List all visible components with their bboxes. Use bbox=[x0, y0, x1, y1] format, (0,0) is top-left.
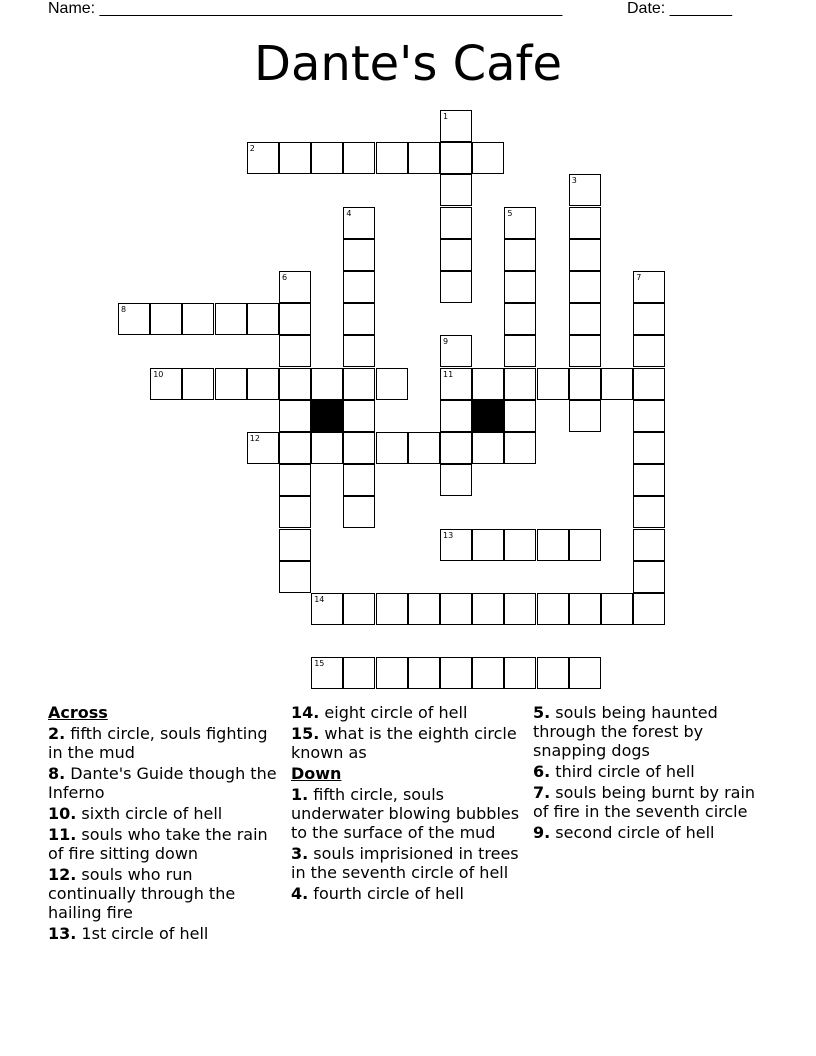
clue-number-label: 10. bbox=[48, 804, 77, 823]
grid-cell[interactable] bbox=[279, 335, 311, 367]
across-clue bbox=[48, 764, 280, 802]
clue-number-label: 11. bbox=[48, 825, 77, 844]
across-clue bbox=[291, 724, 527, 762]
grid-cell[interactable] bbox=[376, 432, 408, 464]
grid-cell[interactable] bbox=[343, 368, 375, 400]
down-clue bbox=[533, 703, 773, 760]
clue-text: souls imprisioned in trees in the seventh circle of hell bbox=[291, 844, 519, 882]
grid-cell[interactable] bbox=[247, 142, 279, 174]
across-heading: Across bbox=[48, 703, 108, 722]
grid-cell[interactable] bbox=[311, 657, 343, 689]
grid-cell[interactable] bbox=[633, 432, 665, 464]
across-clue bbox=[48, 865, 280, 922]
page-title: Dante's Cafe bbox=[254, 36, 562, 92]
down-clue bbox=[291, 884, 527, 903]
clue-number-label: 9. bbox=[533, 823, 551, 842]
clue-text: second circle of hell bbox=[550, 823, 715, 842]
grid-cell[interactable] bbox=[472, 593, 504, 625]
grid-cell[interactable] bbox=[633, 593, 665, 625]
down-clue-list-cont bbox=[533, 703, 773, 842]
clue-number: 15 bbox=[314, 659, 325, 669]
clue-number-label: 3. bbox=[291, 844, 309, 863]
clue-number: 11 bbox=[443, 369, 454, 379]
grid-cell[interactable] bbox=[279, 464, 311, 496]
clue-number-label: 13. bbox=[48, 924, 77, 943]
clue-text: fifth circle, souls underwater blowing bubbles to the surface of the mud bbox=[291, 785, 520, 842]
clue-number-label: 6. bbox=[533, 762, 551, 781]
name-field-label: Name: ____________________________________________________ bbox=[48, 0, 563, 17]
grid-cell[interactable] bbox=[311, 432, 343, 464]
clues-column-1 bbox=[48, 703, 280, 945]
grid-cell[interactable] bbox=[633, 271, 665, 303]
grid-cell[interactable] bbox=[504, 529, 536, 561]
clue-number-label: 2. bbox=[48, 724, 66, 743]
grid-cell[interactable] bbox=[504, 432, 536, 464]
grid-cell[interactable] bbox=[569, 593, 601, 625]
clue-number-label: 12. bbox=[48, 865, 77, 884]
grid-cell[interactable] bbox=[440, 174, 472, 206]
grid-cell[interactable] bbox=[504, 335, 536, 367]
grid-cell[interactable] bbox=[472, 368, 504, 400]
grid-cell[interactable] bbox=[215, 303, 247, 335]
clue-number: 3 bbox=[571, 176, 577, 186]
clues-column-3 bbox=[533, 703, 773, 844]
clue-text: 1st circle of hell bbox=[76, 924, 209, 943]
grid-cell[interactable] bbox=[311, 142, 343, 174]
grid-cell[interactable] bbox=[472, 529, 504, 561]
grid-cell[interactable] bbox=[247, 432, 279, 464]
clue-text: souls being burnt by rain of fire in the seventh circle bbox=[533, 783, 756, 821]
grid-cell[interactable] bbox=[601, 368, 633, 400]
grid-cell[interactable] bbox=[601, 593, 633, 625]
clue-text: eight circle of hell bbox=[319, 703, 468, 722]
grid-cell[interactable] bbox=[440, 529, 472, 561]
clue-number: 1 bbox=[443, 112, 449, 121]
clue-number-label: 5. bbox=[533, 703, 551, 722]
grid-cell[interactable] bbox=[440, 657, 472, 689]
grid-cell[interactable] bbox=[440, 593, 472, 625]
grid-cell[interactable] bbox=[504, 593, 536, 625]
grid-cell[interactable] bbox=[182, 303, 214, 335]
grid-cell[interactable] bbox=[408, 657, 440, 689]
clue-text: Dante's Guide though the Inferno bbox=[48, 764, 277, 802]
across-clue-list bbox=[48, 724, 280, 943]
down-clue bbox=[291, 785, 527, 842]
grid-cell[interactable] bbox=[633, 529, 665, 561]
grid-cell[interactable] bbox=[504, 239, 536, 271]
grid-cell[interactable] bbox=[343, 593, 375, 625]
clue-text: souls being haunted through the forest by snapping dogs bbox=[533, 703, 718, 760]
grid-cell[interactable] bbox=[504, 271, 536, 303]
clue-number-label: 7. bbox=[533, 783, 551, 802]
grid-cell[interactable] bbox=[376, 368, 408, 400]
clue-number-label: 1. bbox=[291, 785, 309, 804]
across-clue bbox=[291, 703, 527, 722]
clue-number: 12 bbox=[249, 434, 260, 443]
grid-cell[interactable] bbox=[472, 142, 504, 174]
clue-number: 14 bbox=[314, 595, 325, 604]
grid-cell[interactable] bbox=[408, 432, 440, 464]
grid-cell[interactable] bbox=[247, 368, 279, 400]
clue-number: 4 bbox=[346, 208, 352, 218]
grid-cell[interactable] bbox=[343, 464, 375, 496]
grid-cell[interactable] bbox=[537, 657, 569, 689]
grid-cell[interactable] bbox=[440, 335, 472, 367]
clue-text: fourth circle of hell bbox=[308, 884, 464, 903]
grid-cell[interactable] bbox=[150, 303, 182, 335]
across-clue bbox=[48, 724, 280, 762]
grid-cell[interactable] bbox=[311, 368, 343, 400]
grid-cell[interactable] bbox=[569, 529, 601, 561]
grid-cell[interactable] bbox=[343, 142, 375, 174]
down-clue bbox=[291, 844, 527, 882]
clue-number: 10 bbox=[153, 369, 164, 379]
grid-cell[interactable] bbox=[376, 593, 408, 625]
clue-number-label: 15. bbox=[291, 724, 320, 743]
down-heading: Down bbox=[291, 764, 342, 783]
grid-cell[interactable] bbox=[343, 496, 375, 528]
grid-cell[interactable] bbox=[472, 657, 504, 689]
grid-cell[interactable] bbox=[279, 368, 311, 400]
clue-text: what is the eighth circle known as bbox=[291, 724, 517, 762]
clues-column-2 bbox=[291, 703, 527, 905]
grid-cell[interactable] bbox=[440, 239, 472, 271]
grid-cell[interactable] bbox=[343, 207, 375, 239]
grid-cell[interactable] bbox=[440, 464, 472, 496]
grid-cell[interactable] bbox=[569, 207, 601, 239]
grid-cell[interactable] bbox=[343, 400, 375, 432]
grid-cell[interactable] bbox=[569, 239, 601, 271]
grid-cell[interactable] bbox=[633, 496, 665, 528]
clue-text: souls who take the rain of fire sitting down bbox=[48, 825, 268, 863]
grid-cell[interactable] bbox=[150, 368, 182, 400]
grid-cell[interactable] bbox=[537, 593, 569, 625]
grid-cell[interactable] bbox=[343, 239, 375, 271]
grid-cell[interactable] bbox=[279, 400, 311, 432]
grid-cell[interactable] bbox=[343, 432, 375, 464]
grid-cell[interactable] bbox=[633, 368, 665, 400]
clue-text: sixth circle of hell bbox=[76, 804, 223, 823]
grid-cell[interactable] bbox=[633, 335, 665, 367]
across-clue bbox=[48, 825, 280, 863]
clue-number: 9 bbox=[443, 337, 449, 347]
grid-cell[interactable] bbox=[279, 496, 311, 528]
down-clue bbox=[533, 762, 773, 781]
clue-number-label: 4. bbox=[291, 884, 309, 903]
grid-cell[interactable] bbox=[440, 271, 472, 303]
down-clue bbox=[533, 783, 773, 821]
grid-cell[interactable] bbox=[343, 271, 375, 303]
grid-cell[interactable] bbox=[504, 207, 536, 239]
clue-text: fifth circle, souls fighting in the mud bbox=[48, 724, 268, 762]
grid-cell[interactable] bbox=[343, 303, 375, 335]
grid-cell[interactable] bbox=[311, 593, 343, 625]
grid-cell[interactable] bbox=[408, 593, 440, 625]
grid-cell[interactable] bbox=[215, 368, 247, 400]
grid-cell[interactable] bbox=[504, 303, 536, 335]
clue-number-label: 14. bbox=[291, 703, 320, 722]
grid-cell[interactable] bbox=[440, 207, 472, 239]
grid-cell[interactable] bbox=[440, 368, 472, 400]
grid-cell[interactable] bbox=[440, 400, 472, 432]
clue-number: 8 bbox=[121, 305, 127, 315]
across-clue bbox=[48, 804, 280, 823]
grid-cell[interactable] bbox=[633, 561, 665, 593]
grid-cell[interactable] bbox=[569, 335, 601, 367]
grid-cell[interactable] bbox=[504, 368, 536, 400]
grid-cell[interactable] bbox=[279, 529, 311, 561]
grid-cell[interactable] bbox=[279, 432, 311, 464]
grid-cell[interactable] bbox=[279, 271, 311, 303]
grid-cell[interactable] bbox=[279, 142, 311, 174]
grid-cell[interactable] bbox=[633, 464, 665, 496]
across-clue-list-cont bbox=[291, 703, 527, 762]
black-cell bbox=[472, 400, 504, 432]
grid-cell[interactable] bbox=[633, 400, 665, 432]
grid-cell[interactable] bbox=[279, 303, 311, 335]
clue-number: 13 bbox=[443, 530, 454, 540]
grid-cell[interactable] bbox=[569, 657, 601, 689]
grid-cell[interactable] bbox=[537, 368, 569, 400]
grid-cell[interactable] bbox=[569, 271, 601, 303]
grid-cell[interactable] bbox=[569, 174, 601, 206]
clue-text: souls who run continually through the hailing fire bbox=[48, 865, 236, 922]
clue-number: 2 bbox=[249, 144, 255, 154]
grid-cell[interactable] bbox=[440, 432, 472, 464]
grid-cell[interactable] bbox=[247, 303, 279, 335]
grid-cell[interactable] bbox=[537, 529, 569, 561]
grid-cell[interactable] bbox=[504, 657, 536, 689]
grid-cell[interactable] bbox=[118, 303, 150, 335]
black-cell bbox=[311, 400, 343, 432]
clue-number: 5 bbox=[507, 208, 513, 218]
grid-cell[interactable] bbox=[408, 142, 440, 174]
grid-cell[interactable] bbox=[376, 142, 408, 174]
down-clue bbox=[533, 823, 773, 842]
grid-cell[interactable] bbox=[504, 400, 536, 432]
date-field-label: Date: _______ bbox=[627, 0, 732, 17]
clue-number: 6 bbox=[282, 273, 288, 282]
across-clue bbox=[48, 924, 280, 943]
grid-cell[interactable] bbox=[182, 368, 214, 400]
clue-number-label: 8. bbox=[48, 764, 66, 783]
down-clue-list bbox=[291, 785, 527, 903]
grid-cell[interactable] bbox=[472, 432, 504, 464]
grid-cell[interactable] bbox=[569, 303, 601, 335]
grid-cell[interactable] bbox=[440, 142, 472, 174]
grid-cell[interactable] bbox=[569, 400, 601, 432]
grid-cell[interactable] bbox=[279, 561, 311, 593]
grid-cell[interactable] bbox=[633, 303, 665, 335]
grid-cell[interactable] bbox=[569, 368, 601, 400]
grid-cell[interactable] bbox=[376, 657, 408, 689]
clue-text: third circle of hell bbox=[550, 762, 695, 781]
clue-number: 7 bbox=[636, 273, 642, 282]
grid-cell[interactable] bbox=[440, 110, 472, 142]
grid-cell[interactable] bbox=[343, 657, 375, 689]
grid-cell[interactable] bbox=[343, 335, 375, 367]
